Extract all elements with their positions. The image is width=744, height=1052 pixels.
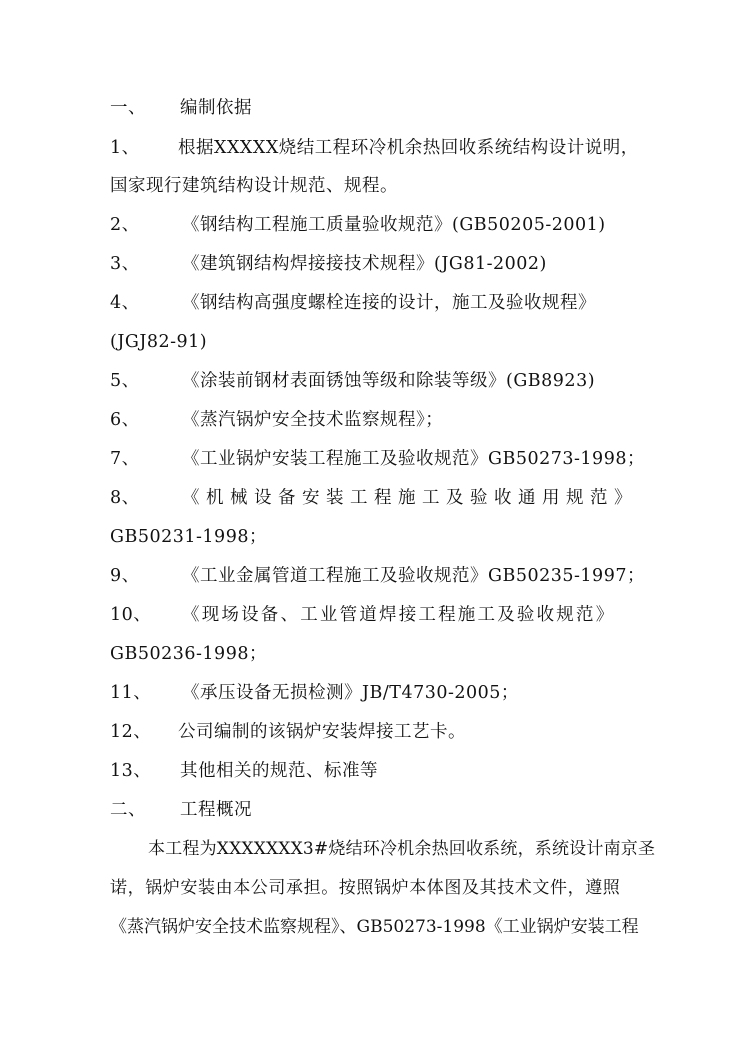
- item-text: 《钢结构高强度螺栓连接的设计，施工及验收规程》: [182, 293, 596, 313]
- list-item: [110, 213, 606, 237]
- list-item: [110, 759, 378, 783]
- item-text: 《钢结构工程施工质量验收规范》(GB50205-2001): [182, 215, 606, 235]
- list-item-continuation: [110, 525, 267, 549]
- section-heading-1: [110, 96, 252, 120]
- section-number: 二、: [110, 800, 146, 820]
- section-number: 一、: [110, 98, 146, 118]
- paragraph-line: 本工程为XXXXXXX3#烧结环冷机余热回收系统，系统设计南京圣: [148, 839, 656, 859]
- list-item: [110, 408, 443, 432]
- item-number: 6、: [110, 410, 140, 430]
- list-item: [110, 369, 595, 393]
- list-item: [110, 447, 645, 471]
- section-title: 工程概况: [180, 800, 252, 820]
- item-text-cont: (JGJ82-91): [110, 332, 208, 352]
- list-item: [110, 291, 596, 315]
- paragraph-line: 《蒸汽锅炉安全技术监察规程》、GB50273-1998《工业锅炉安装工程: [110, 917, 639, 937]
- item-number: 8、: [110, 488, 140, 508]
- list-item: [110, 603, 615, 627]
- item-number: 1、: [110, 138, 140, 158]
- list-item: [110, 486, 638, 510]
- list-item: [110, 720, 466, 744]
- item-text: 《工业金属管道工程施工及验收规范》GB50235-1997；: [182, 566, 645, 586]
- item-number: 4、: [110, 293, 140, 313]
- item-text: 《蒸汽锅炉安全技术监察规程》；: [182, 410, 444, 430]
- item-number: 11、: [110, 683, 152, 703]
- list-item-continuation: [110, 174, 398, 198]
- section-heading-2: [110, 798, 252, 822]
- list-item: [110, 136, 639, 160]
- item-number: 5、: [110, 371, 140, 391]
- list-item-continuation: [110, 642, 267, 666]
- section-title: 编制依据: [180, 98, 252, 118]
- item-text: 公司编制的该锅炉安装焊接工艺卡。: [178, 722, 466, 742]
- paragraph-line: 诺，锅炉安装由本公司承担。按照锅炉本体图及其技术文件，遵照: [110, 878, 621, 898]
- item-text: 《承压设备无损检测》JB/T4730-2005；: [182, 683, 519, 703]
- item-number: 7、: [110, 449, 140, 469]
- item-number: 13、: [110, 761, 152, 781]
- item-text: 《建筑钢结构焊接接技术规程》(JG81-2002): [182, 254, 547, 274]
- list-item: [110, 681, 519, 705]
- item-text: 根据XXXXX烧结工程环冷机余热回收系统结构设计说明，: [178, 138, 639, 158]
- item-text-cont: 国家现行建筑结构设计规范、规程。: [110, 176, 398, 196]
- item-number: 10、: [110, 605, 152, 625]
- list-item: [110, 252, 547, 276]
- item-text-cont: GB50236-1998；: [110, 644, 267, 664]
- item-text: 其他相关的规范、标准等: [180, 761, 378, 781]
- item-number: 9、: [110, 566, 140, 586]
- item-text: 《工业锅炉安装工程施工及验收规范》GB50273-1998；: [182, 449, 645, 469]
- item-number: 3、: [110, 254, 140, 274]
- list-item-continuation: [110, 330, 207, 354]
- item-text: 《机械设备安装工程施工及验收通用规范》: [182, 488, 638, 508]
- item-text: 《现场设备、工业管道焊接工程施工及验收规范》: [182, 605, 616, 625]
- item-number: 2、: [110, 215, 140, 235]
- item-text: 《涂装前钢材表面锈蚀等级和除装等级》(GB8923): [182, 371, 596, 391]
- item-text-cont: GB50231-1998；: [110, 527, 267, 547]
- item-number: 12、: [110, 722, 152, 742]
- list-item: [110, 564, 645, 588]
